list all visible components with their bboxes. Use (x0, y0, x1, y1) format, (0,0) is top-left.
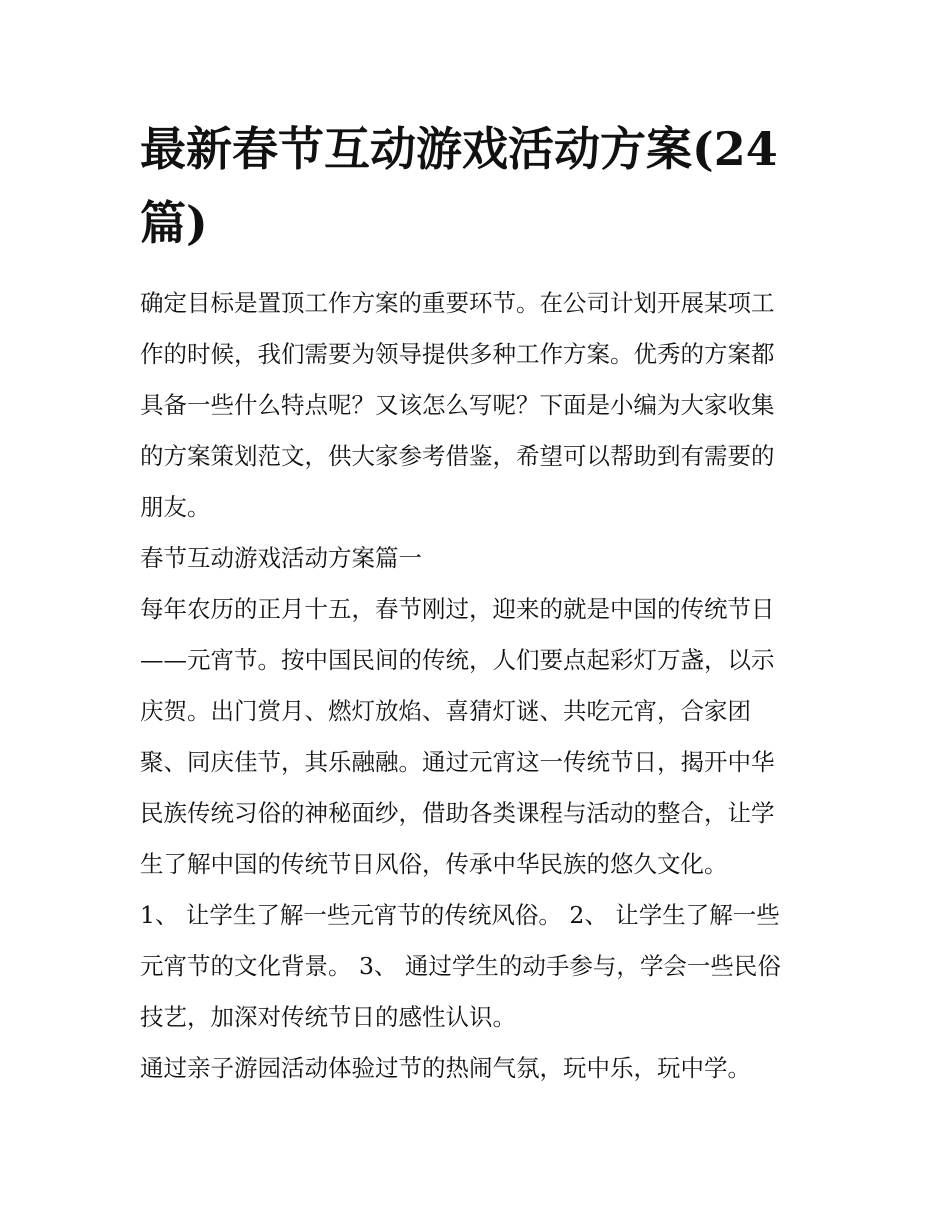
text-line: 的方案策划范文，供大家参考借鉴，希望可以帮助到有需要的 (140, 442, 775, 470)
text-line: 技艺，加深对传统节日的感性认识。 (140, 1003, 516, 1031)
closing-paragraph (140, 1043, 820, 1094)
document-title (140, 112, 820, 260)
text-line: 元宵节的文化背景。 3、 通过学生的动手参与，学会一些民俗 (140, 952, 781, 980)
text-line: 生了解中国的传统节日风俗，传承中华民族的悠久文化。 (140, 850, 728, 878)
background-paragraph (140, 584, 820, 890)
title-line: 篇) (140, 196, 208, 250)
section-heading (140, 533, 820, 584)
text-line: 民族传统习俗的神秘面纱，借助各类课程与活动的整合，让学 (140, 799, 775, 827)
text-line: 确定目标是置顶工作方案的重要环节。在公司计划开展某项工 (140, 289, 775, 317)
text-line: 庆贺。出门赏月、燃灯放焰、喜猜灯谜、共吃元宵，合家团 (140, 697, 751, 725)
text-line: 作的时候，我们需要为领导提供多种工作方案。优秀的方案都 (140, 340, 775, 368)
goals-paragraph (140, 890, 820, 1043)
section-heading-text: 春节互动游戏活动方案篇一 (140, 544, 422, 572)
intro-paragraph (140, 278, 820, 533)
text-line: 每年农历的正月十五，春节刚过，迎来的就是中国的传统节日 (140, 595, 775, 623)
text-line: 聚、同庆佳节，其乐融融。通过元宵这一传统节日，揭开中华 (140, 748, 775, 776)
text-line: 朋友。 (140, 493, 211, 521)
text-line: 1、 让学生了解一些元宵节的传统风俗。 2、 让学生了解一些 (140, 901, 780, 929)
text-line: 具备一些什么特点呢？又该怎么写呢？下面是小编为大家收集 (140, 391, 775, 419)
title-line: 最新春节互动游戏活动方案(24 (140, 122, 778, 176)
document-body (140, 278, 820, 1094)
text-line: ——元宵节。按中国民间的传统，人们要点起彩灯万盏，以示 (140, 646, 775, 674)
text-line: 通过亲子游园活动体验过节的热闹气氛，玩中乐，玩中学。 (140, 1054, 751, 1082)
